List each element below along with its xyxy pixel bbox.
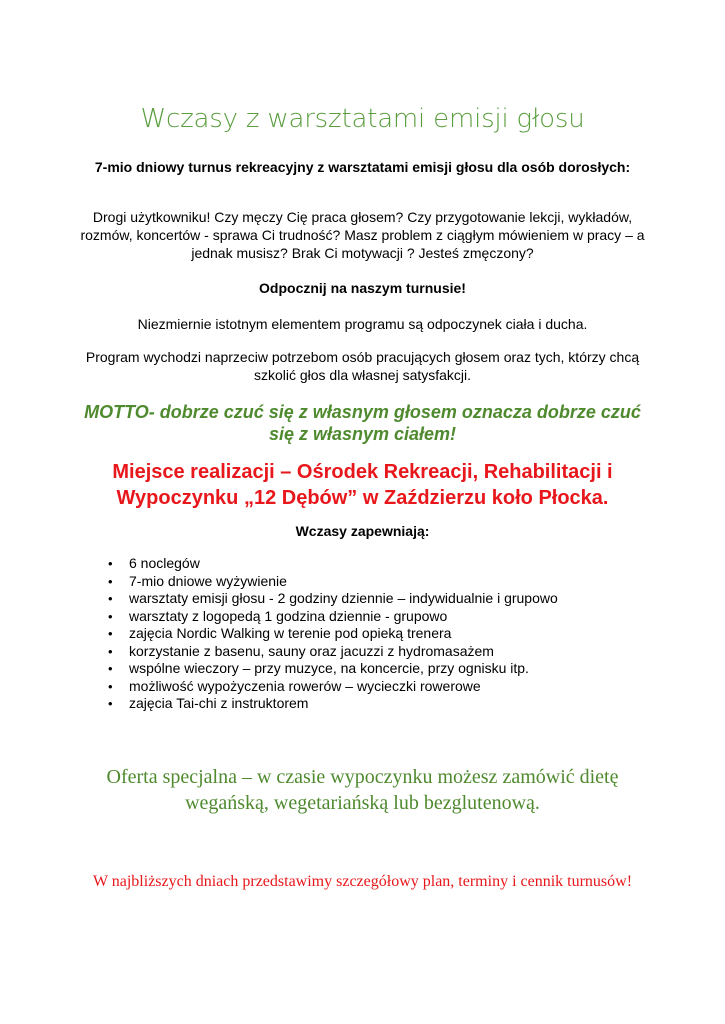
footer-note: W najbliższych dniach przedstawimy szczegółowy plan, terminy i cennik turnusów! — [92, 873, 633, 890]
program-paragraph-1: Niezmiernie istotnym elementem programu są odpoczynek ciała i ducha. — [137, 316, 588, 332]
location-text: Miejsce realizacji – Ośrodek Rekreacji, Rehabilitacji i Wypoczynku „12 Dębów” w Zaździerzu koło Płocka. — [112, 461, 613, 509]
document-title: Wczasy z warsztatami emisji głosu — [140, 104, 585, 134]
feature-list-item — [108, 643, 668, 661]
feature-list-item — [108, 573, 668, 591]
feature-text: warsztaty z logopedą 1 godzina dziennie - grupowo — [129, 607, 448, 624]
feature-list-item — [108, 660, 668, 678]
feature-text: możliwość wypożyczenia rowerów – wycieczki rowerowe — [129, 677, 481, 694]
features-list — [108, 555, 668, 713]
bullet-icon: • — [108, 678, 113, 694]
program-paragraph-2: Program wychodzi naprzeciw potrzebom osób pracujących głosem oraz tych, którzy chcą szkolić głos dla własnej satysfakcji. — [85, 349, 640, 383]
feature-list-item — [108, 590, 668, 608]
bullet-icon: • — [108, 573, 113, 589]
feature-list-item — [108, 678, 668, 696]
feature-text: wspólne wieczory – przy muzyce, na koncercie, przy ognisku itp. — [129, 660, 529, 676]
motto-text: MOTTO- dobrze czuć się z własnym głosem oznacza dobrze czuć się z własnym ciałem! — [84, 402, 641, 444]
bullet-icon: • — [108, 556, 113, 571]
feature-text: 6 noclegów — [129, 555, 200, 571]
special-offer-text: Oferta specjalna – w czasie wypoczynku możesz zamówić dietę wegańską, wegetariańską lub bezglutenową. — [106, 766, 619, 814]
feature-list-item — [108, 555, 668, 573]
bullet-icon: • — [108, 696, 113, 711]
feature-text: 7-mio dniowe wyżywienie — [129, 572, 287, 589]
bullet-icon: • — [108, 608, 113, 624]
intro-paragraph: Drogi użytkowniku! Czy męczy Cię praca głosem? Czy przygotowanie lekcji, wykładów, rozmów, koncertów - sprawa Ci trudność? Masz problem z ciągłym mówieniem w pracy – a jednak musisz? Brak Ci motywacji ? Jesteś zmęczony? — [80, 209, 645, 261]
bullet-icon: • — [108, 661, 113, 676]
feature-list-item — [108, 625, 668, 643]
bullet-icon: • — [108, 626, 113, 641]
bullet-icon: • — [108, 591, 113, 606]
provides-heading: Wczasy zapewniają: — [295, 523, 430, 539]
rest-heading: Odpocznij na naszym turnusie! — [259, 280, 466, 296]
feature-text: korzystanie z basenu, sauny oraz jacuzzi z hydromasażem — [129, 642, 494, 659]
feature-text: zajęcia Nordic Walking w terenie pod opieką trenera — [129, 625, 452, 641]
feature-text: zajęcia Tai-chi z instruktorem — [129, 695, 309, 711]
document-subtitle: 7-mio dniowy turnus rekreacyjny z warsztatami emisji głosu dla osób dorosłych: — [94, 159, 631, 175]
feature-list-item — [108, 608, 668, 626]
feature-list-item — [108, 695, 668, 713]
bullet-icon: • — [108, 643, 113, 659]
feature-text: warsztaty emisji głosu - 2 godziny dziennie – indywidualnie i grupowo — [129, 590, 558, 606]
